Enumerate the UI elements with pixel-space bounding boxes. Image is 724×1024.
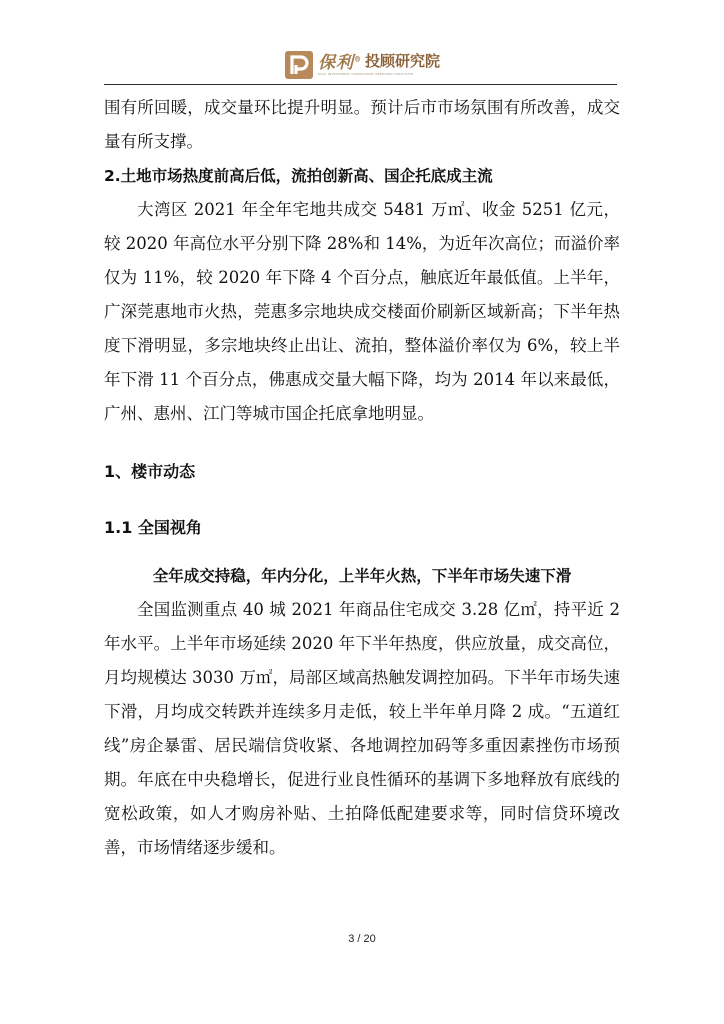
- page-header: [0, 40, 724, 86]
- paragraph-market-recovery: 围有所回暖，成交量环比提升明显。预计后市市场氛围有所改善，成交量有所支撑。: [104, 98, 620, 151]
- paragraph-national-market: 全国监测重点 40 城 2021 年商品住宅成交 3.28 亿㎡，持平近 2 年水平。上半年市场延续 2020 年下半年热度，供应放量，成交高位，月均规模达 3030 万㎡，局部区域高热触发调控加码。下半年市场失速下滑，月均成交转跌并连续多月走低，较上半年单月降 2 成。“五道红线”房企暴雷、居民端信贷收紧、各地调控加码等多重因素挫伤市场预期。年底在中央稳增长，促进行业良性循环的基调下多地释放有底线的宽松政策，如人才购房补贴、土拍降低配建要求等，同时信贷环境改善，市场情绪逐步缓和。: [104, 600, 620, 857]
- heading-national-view: 1.1 全国视角: [104, 518, 202, 537]
- poly-logo: [284, 48, 444, 86]
- heading-market-dynamics: 1、楼市动态: [104, 462, 196, 481]
- poly-logo-icon: [284, 50, 314, 80]
- spacer: [104, 431, 620, 457]
- heading-annual-summary: 全年成交持稳，年内分化，上半年火热，下半年市场失速下滑: [152, 567, 572, 585]
- header-divider: [104, 84, 617, 85]
- page-content: [104, 91, 620, 865]
- logo-brand-text: 保利®: [318, 53, 362, 73]
- spacer: [104, 543, 620, 559]
- page-number: 3 / 20: [348, 933, 376, 945]
- paragraph-land-market: 大湾区 2021 年全年宅地共成交 5481 万㎡、收金 5251 亿元，较 2020 年高位水平分别下降 28%和 14%，为近年次高位；而溢价率仅为 11%，较 2020 年下降 4 个百分点，触底近年最低值。上半年，广深莞惠地市火热，莞惠多宗地块成交楼面价刷新区域新高；下半年热度下滑明显，多宗地块终止出让、流拍，整体溢价率仅为 6%，较上半年下滑 11 个百分点，佛惠成交量大幅下降，均为 2014 年以来最低，广州、惠州、江门等城市国企托底拿地明显。: [104, 200, 620, 423]
- spacer: [104, 487, 620, 513]
- logo-institute-text: 投顾研究院: [365, 52, 441, 70]
- logo-subtitle: POLY INVESTMENT CONSULTANT RESEARCH INSTITUTE: [318, 72, 414, 76]
- heading-land-market: 2.土地市场热度前高后低，流拍创新高、国企托底成主流: [104, 167, 493, 185]
